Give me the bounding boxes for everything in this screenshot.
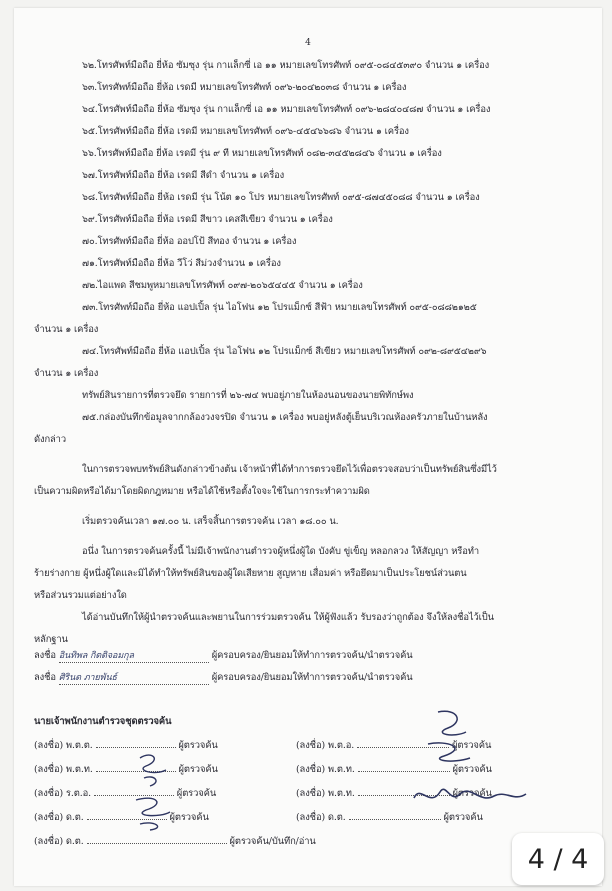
owner2-sign-row — [34, 672, 413, 685]
time-line: เริ่มตรวจค้นเวลา ๑๗.๐๐ น. เสร็จสิ้นการตรวจค้น เวลา ๑๘.๐๐ น. — [82, 516, 339, 527]
item-74-quantity: จำนวน ๑ เครื่อง — [34, 368, 99, 379]
purpose-line-1: ในการตรวจพบทรัพย์สินดังกล่าวข้างต้น เจ้าหน้าที่ได้ทำการตรวจยึดไว้เพื่อตรวจสอบว่าเป็นทรัพย์สินซึ่งมีไว้ — [82, 464, 497, 475]
declaration-line-2: ร้ายร่างกาย ผู้หนึ่งผู้ใดและมิได้ทำให้ทรัพย์สินของผู้ใดเสียหาย สูญหาย เสื่อมค่า หรือยึดมาเป็นประโยชน์ส่วนตน — [34, 568, 467, 579]
officer-signature-scribble — [132, 750, 182, 790]
item-73-quantity: จำนวน ๑ เครื่อง — [34, 324, 99, 335]
officer-role: ผู้ตรวจค้น — [451, 740, 492, 751]
owner2-signature-field — [59, 672, 209, 685]
officer-signature-scribble — [410, 774, 530, 820]
officer-role: ผู้ตรวจค้น — [178, 740, 218, 751]
officer-role: ผู้ตรวจค้น — [443, 812, 483, 823]
officer-left-5 — [34, 836, 316, 848]
owner2-handwritten-name: ศิรินด ภายพันธ์ — [58, 673, 117, 683]
officer-left-2 — [34, 764, 218, 776]
owner2-role: ผู้ครอบครอง/ยินยอมให้ทำการตรวจค้น/นำตรวจค้น — [211, 672, 413, 683]
summary-line: ทรัพย์สินรายการที่ตรวจยึด รายการที่ ๒๖-๗๔ พบอยู่ภายในห้องนอนของนายพิทักษ์พง — [82, 390, 414, 401]
officer-prefix: (ลงชื่อ) พ.ต.ท. — [34, 764, 93, 775]
item-70: ๗๐.โทรศัพท์มือถือ ยี่ห้อ ออปโป้ สีทอง จำนวน ๑ เครื่อง — [82, 236, 297, 247]
officer-prefix: (ลงชื่อ) ด.ต. — [296, 812, 346, 823]
sign-prefix: ลงชื่อ — [34, 650, 56, 661]
officer-prefix: (ลงชื่อ) ร.ต.อ. — [34, 788, 92, 799]
page-counter: 4 / 4 — [512, 833, 604, 885]
item-69: ๖๙.โทรศัพท์มือถือ ยี่ห้อ เรดมี สีขาว เคสสีเขียว จำนวน ๑ เครื่อง — [82, 214, 333, 225]
owner-signature-field — [59, 650, 209, 663]
cctv-item: ๗๕.กล่องบันทึกข้อมูลจากกล้องวงจรปิด จำนวน ๑ เครื่อง พบอยู่หลังตู้เย็นบริเวณห้องครัวภายในบ้านหลัง — [82, 412, 488, 423]
item-74: ๗๔.โทรศัพท์มือถือ ยี่ห้อ แอปเปิ้ล รุ่น ไอโฟน ๑๒ โปรแม็กซ์ สีเขียว หมายเลขโทรศัพท์ ๐๙๒-๘๙๕๔๒๙๖ — [82, 346, 487, 357]
item-63: ๖๓.โทรศัพท์มือถือ ยี่ห้อ เรดมี หมายเลขโทรศัพท์ ๐๙๖-๒๐๔๒๐๓๘ จำนวน ๑ เครื่อง — [82, 82, 407, 93]
signature-field — [87, 843, 227, 844]
officer-left-1 — [34, 740, 218, 752]
item-65: ๖๕.โทรศัพท์มือถือ ยี่ห้อ เรดมี หมายเลขโทรศัพท์ ๐๙๖-๔๕๔๖๖๘๖ จำนวน ๑ เครื่อง — [82, 126, 409, 137]
declaration-line-3: หรือส่วนรวมแต่อย่างใด — [34, 590, 127, 601]
cctv-item-cont: ดังกล่าว — [34, 434, 67, 445]
officer-role: ผู้ตรวจค้น — [169, 812, 209, 823]
item-64: ๖๔.โทรศัพท์มือถือ ยี่ห้อ ซัมซุง รุ่น กาแล็กซี่ เอ ๑๑ หมายเลขโทรศัพท์ ๐๙๖-๒๘๔๐๔๘๗ จำนวน ๑ เครื่อง — [82, 104, 491, 115]
item-73: ๗๓.โทรศัพท์มือถือ ยี่ห้อ แอปเปิ้ล รุ่น ไอโฟน ๑๒ โปรแม็กซ์ สีฟ้า หมายเลขโทรศัพท์ ๐๙๕-๐๘๘๒๑๒๕ — [82, 302, 477, 313]
item-62: ๖๒.โทรศัพท์มือถือ ยี่ห้อ ซัมซุง รุ่น กาแล็กซี่ เอ ๑๑ หมายเลขโทรศัพท์ ๐๙๕-๐๘๔๕๓๙๐ จำนวน ๑ เครื่อง — [82, 60, 490, 71]
officer-heading: นายเจ้าพนักงานตำรวจชุดตรวจค้น — [34, 716, 172, 727]
signature-field — [96, 747, 176, 748]
item-68: ๖๘.โทรศัพท์มือถือ ยี่ห้อ เรดมี รุ่น โน้ต ๑๐ โปร หมายเลขโทรศัพท์ ๐๙๕-๘๗๔๕๐๘๘ จำนวน ๑ เครื่อง — [82, 192, 480, 203]
officer-prefix: (ลงชื่อ) ด.ต. — [34, 812, 84, 823]
reading-line-2: หลักฐาน — [34, 634, 68, 645]
page-number: 4 — [305, 38, 311, 48]
sign-prefix-2: ลงชื่อ — [34, 672, 56, 683]
officer-prefix: (ลงชื่อ) พ.ต.ท. — [296, 764, 355, 775]
item-72: ๗๒.ไอแพด สีชมพูหมายเลขโทรศัพท์ ๐๙๗-๒๐๖๕๔๔๕ จำนวน ๑ เครื่อง — [82, 280, 363, 291]
item-66: ๖๖.โทรศัพท์มือถือ ยี่ห้อ เรดมี รุ่น ๙ ที หมายเลขโทรศัพท์ ๐๘๒-๓๔๕๒๘๔๖ จำนวน ๑ เครื่อง — [82, 148, 442, 159]
officer-signature-scribble — [408, 708, 488, 768]
officer-role: ผู้ตรวจค้น — [452, 788, 492, 799]
owner-sign-row — [34, 650, 413, 663]
officer-signature-scribble — [126, 794, 186, 832]
officer-role: ผู้ตรวจค้น — [178, 764, 218, 775]
officer-prefix: (ลงชื่อ) พ.ต.อ. — [296, 740, 355, 751]
item-67: ๖๗.โทรศัพท์มือถือ ยี่ห้อ เรดมี สีดำ จำนวน ๑ เครื่อง — [82, 170, 285, 181]
officer-role: ผู้ตรวจค้น — [176, 788, 217, 799]
officer-prefix: (ลงชื่อ) พ.ต.ต. — [34, 740, 93, 751]
document-page — [14, 8, 602, 886]
officer-prefix: (ลงชื่อ) พ.ต.ท. — [296, 788, 355, 799]
officer-role: ผู้ตรวจค้น — [452, 764, 492, 775]
signature-field — [358, 771, 450, 772]
reading-line-1: ได้อ่านบันทึกให้ผู้นำตรวจค้นและพยานในการร่วมตรวจค้น ให้ผู้ฟังแล้ว รับรองว่าถูกต้อง จึงให้ลงชื่อไว้เป็น — [82, 612, 494, 623]
declaration-line-1: อนึ่ง ในการตรวจค้นครั้งนี้ ไม่มีเจ้าพนักงานตำรวจผู้หนึ่งผู้ใด บังคับ ขู่เข็ญ หลอกลวง ให้สัญญา หรือทำ — [82, 546, 480, 557]
owner-handwritten-name: อินทิพล กิตติจอมกุล — [58, 651, 134, 661]
purpose-line-2: เป็นความผิดหรือได้มาโดยผิดกฎหมาย หรือได้ใช้หรือตั้งใจจะใช้ในการกระทำความผิด — [34, 486, 370, 497]
item-71: ๗๑.โทรศัพท์มือถือ ยี่ห้อ วีโว่ สีม่วงจำนวน ๑ เครื่อง — [82, 258, 281, 269]
officer-prefix: (ลงชื่อ) ด.ต. — [34, 836, 84, 847]
officer-role: ผู้ตรวจค้น/บันทึก/อ่าน — [229, 836, 316, 847]
owner-role: ผู้ครอบครอง/ยินยอมให้ทำการตรวจค้น/นำตรวจค้น — [211, 650, 413, 661]
